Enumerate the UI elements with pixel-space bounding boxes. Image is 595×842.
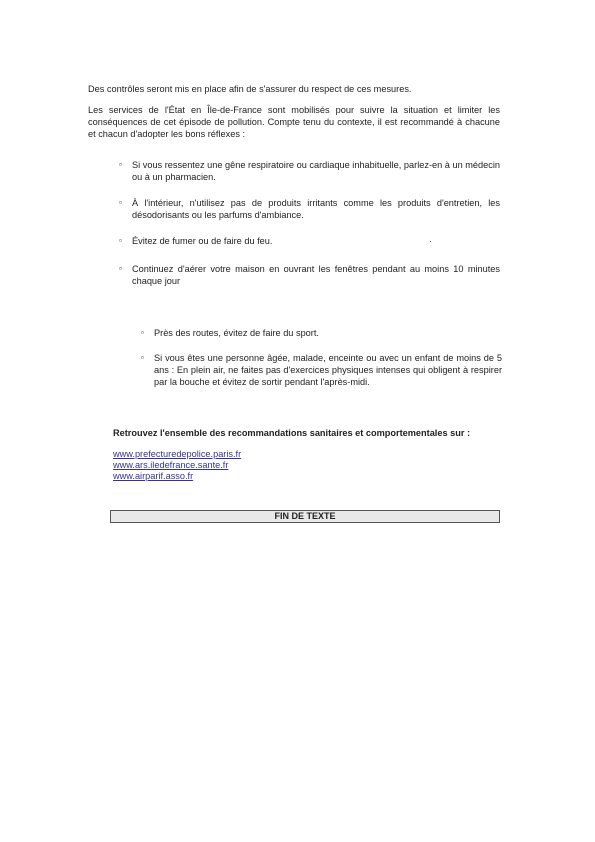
list-item bbox=[119, 263, 500, 287]
bullet-icon: ▫ bbox=[119, 236, 122, 245]
link-prefecture-police[interactable]: www.prefecturedepolice.paris.fr bbox=[113, 449, 242, 459]
bullet-icon: ▫ bbox=[119, 198, 122, 207]
list-item-text: Évitez de fumer ou de faire du feu. bbox=[132, 236, 273, 246]
end-of-text-banner: FIN DE TEXTE bbox=[110, 510, 500, 523]
list-item-text: Si vous êtes une personne âgée, malade, enceinte ou avec un enfant de moins de 5 ans : En plein air, ne faites pas d'exercices physiques intenses qui obligent à respirer par la bouche et évitez de sortir pendant l'après-midi. bbox=[154, 353, 502, 388]
bullet-icon: ▫ bbox=[119, 160, 122, 169]
services-paragraph: Les services de l'État en Île-de-France sont mobilisés pour suivre la situation et limiter les conséquences de cet épisode de pollution. Compte tenu du contexte, il est recommandé à chacune et chacun d'adopter les bons réflexes : bbox=[88, 105, 500, 140]
bullet-icon: ▫ bbox=[141, 353, 144, 362]
list-item-text: Si vous ressentez une gêne respiratoire ou cardiaque inhabituelle, parlez-en à un médecin ou à un pharmacien. bbox=[132, 160, 500, 183]
list-item bbox=[141, 352, 502, 389]
links-list bbox=[113, 449, 241, 482]
link-airparif[interactable]: www.airparif.asso.fr bbox=[113, 471, 194, 481]
list-item bbox=[119, 159, 500, 183]
link-ars-iledefrance[interactable]: www.ars.iledefrance.sante.fr bbox=[113, 460, 229, 470]
controls-paragraph: Des contrôles seront mis en place afin de s'assurer du respect de ces mesures. bbox=[88, 84, 412, 94]
list-item-text: Continuez d'aérer votre maison en ouvrant les fenêtres pendant au moins 10 minutes chaque jour bbox=[132, 264, 500, 287]
list-item bbox=[119, 197, 500, 221]
list-item-text: À l'intérieur, n'utilisez pas de produits irritants comme les produits d'entretien, les désodorisants ou les parfums d'ambiance. bbox=[132, 198, 500, 221]
bullet-icon: ▫ bbox=[141, 328, 144, 337]
list-item bbox=[119, 235, 500, 247]
scan-speck bbox=[430, 241, 431, 242]
recommendations-note: Retrouvez l'ensemble des recommandations sanitaires et comportementales sur : bbox=[113, 428, 471, 438]
list-item-text: Près des routes, évitez de faire du sport. bbox=[154, 328, 319, 338]
list-item bbox=[141, 327, 502, 339]
bullet-icon: ▫ bbox=[119, 264, 122, 273]
